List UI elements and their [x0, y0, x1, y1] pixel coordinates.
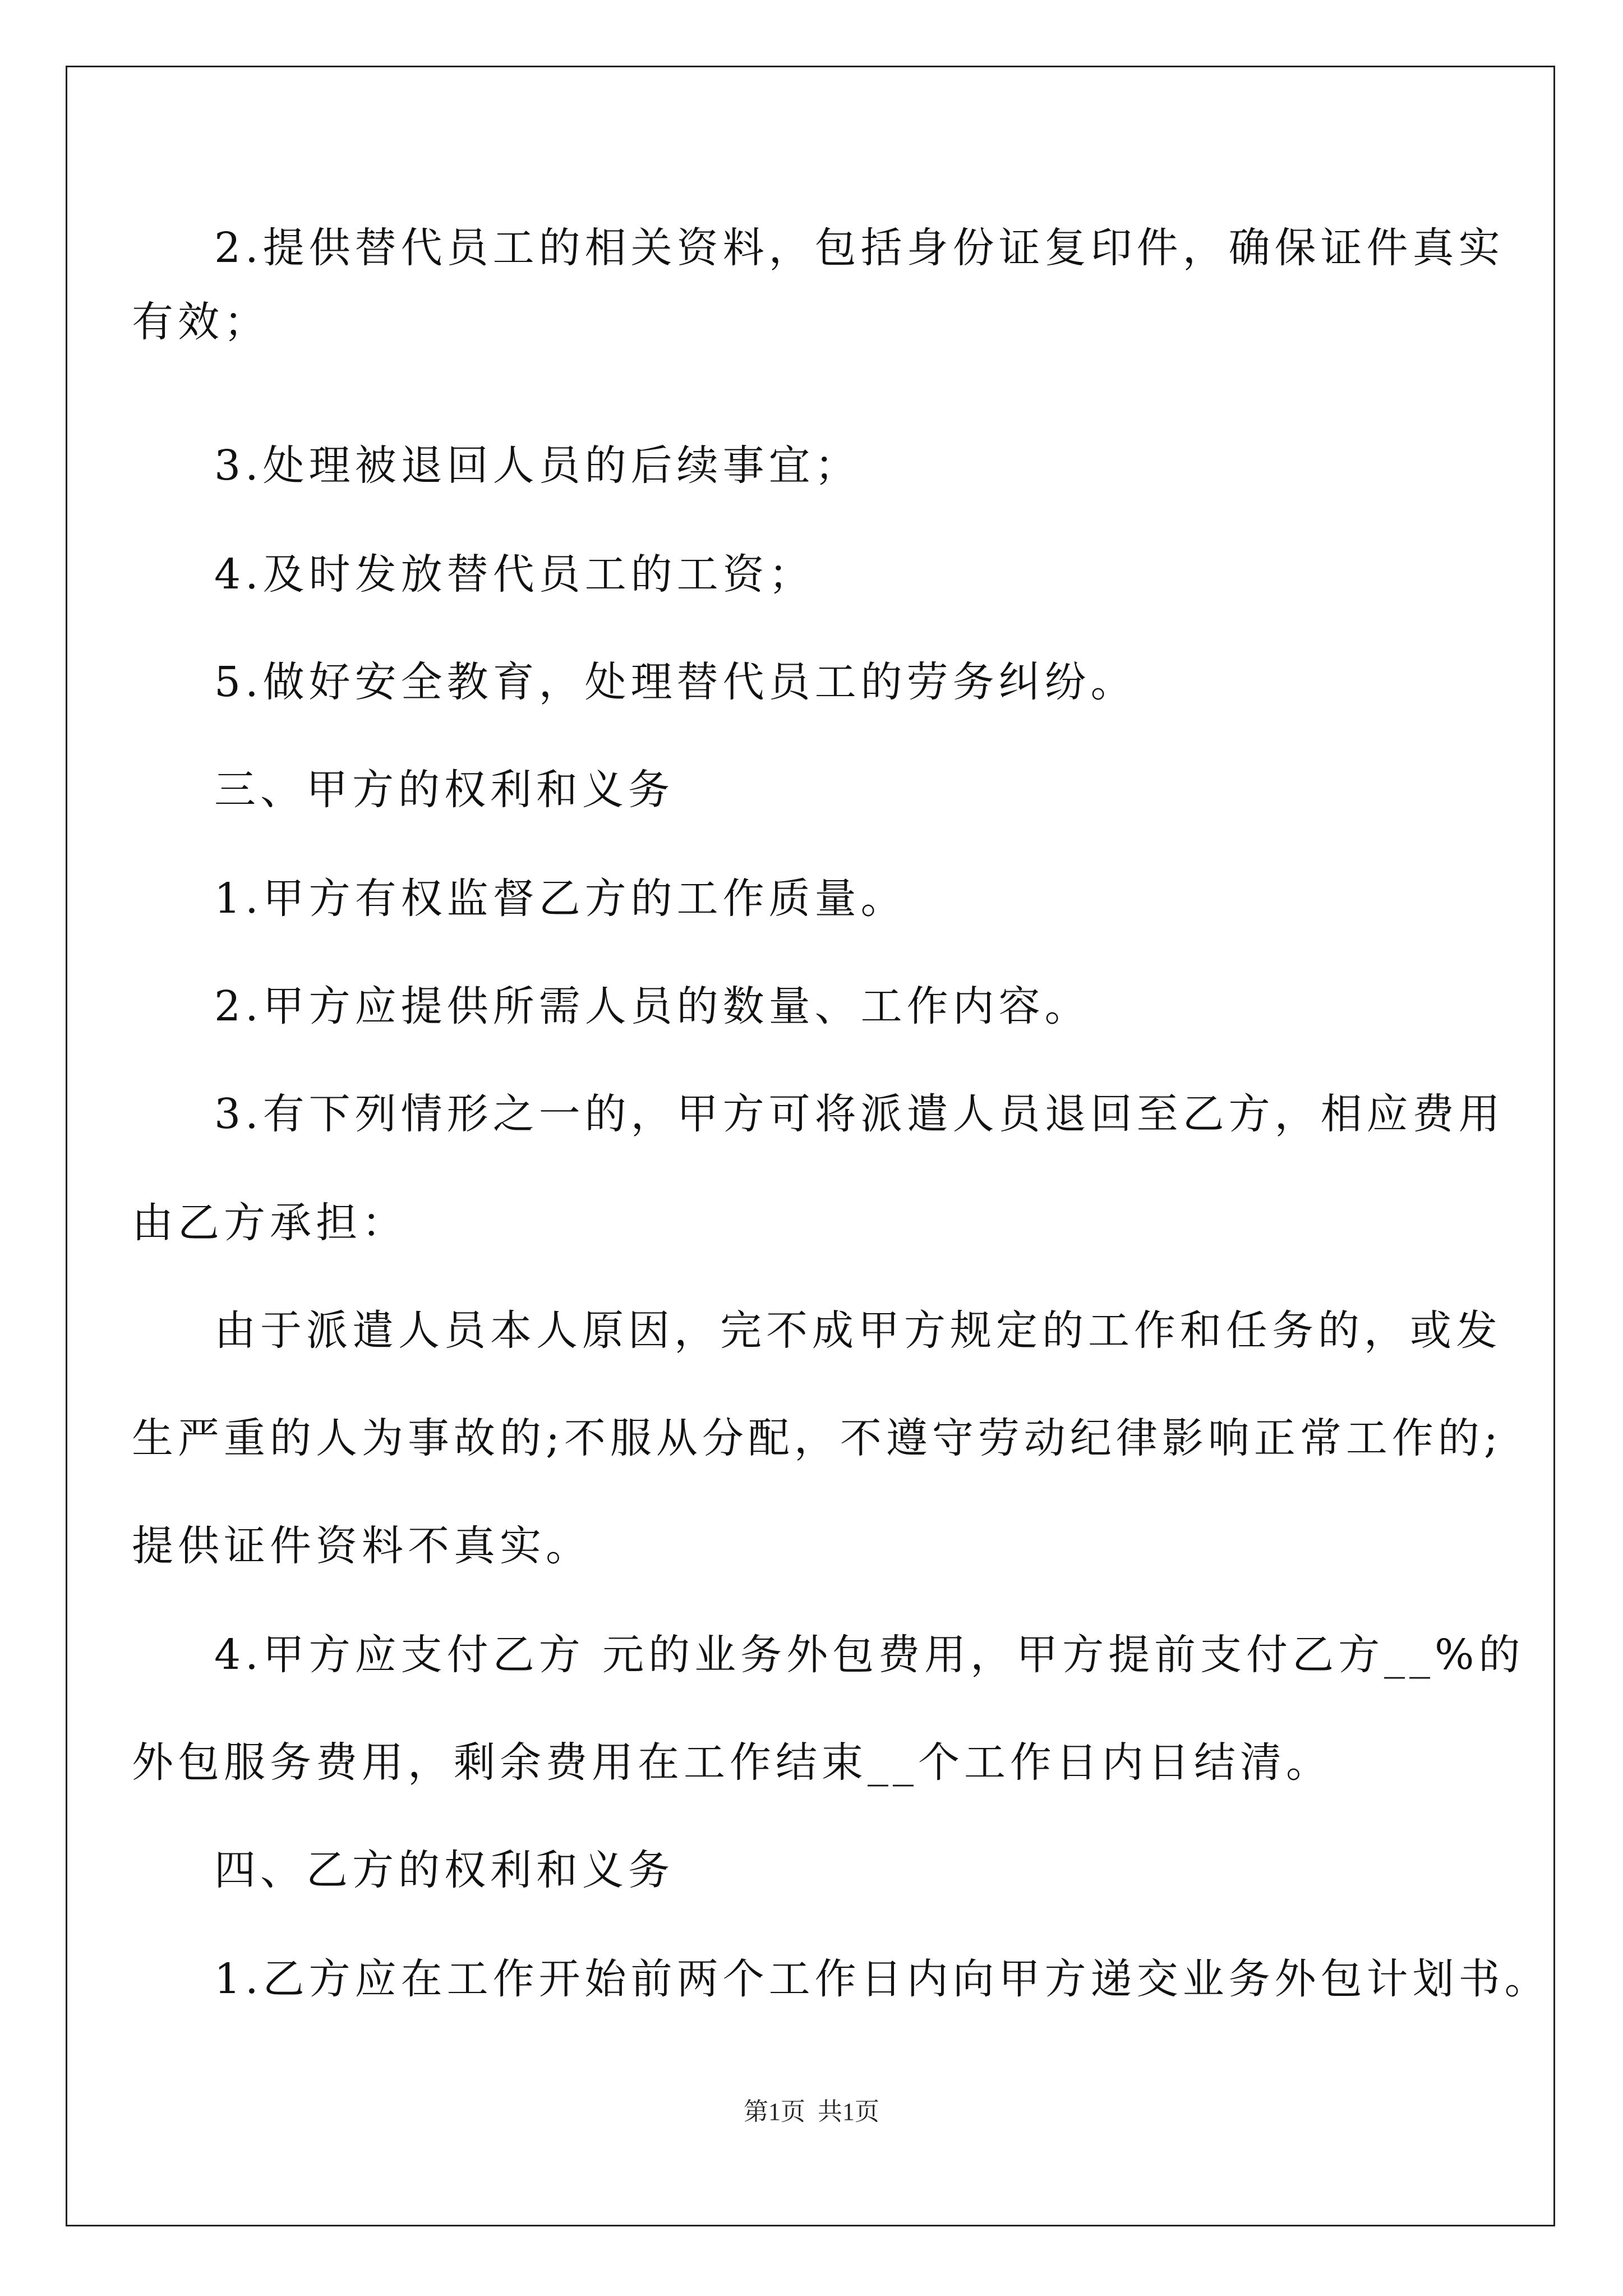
page-border: [66, 66, 1555, 2226]
section-heading: 四、乙方的权利和义务: [214, 1846, 674, 1894]
paragraph-line: 3.有下列情形之一的，甲方可将派遣人员退回至乙方，相应费用: [214, 1090, 1505, 1138]
paragraph-line: 由乙方承担：: [132, 1199, 408, 1247]
paragraph-line: 4.甲方应支付乙方 元的业务外包费用，甲方提前支付乙方__%的: [214, 1631, 1525, 1679]
paragraph-line: 1.乙方应在工作开始前两个工作日内向甲方递交业务外包计划书。: [214, 1955, 1551, 2003]
paragraph-line: 1.甲方有权监督乙方的工作质量。: [214, 875, 907, 923]
paragraph-line: 2.提供替代员工的相关资料，包括身份证复印件，确保证件真实: [214, 224, 1505, 272]
paragraph-line: 5.做好安全教育，处理替代员工的劳务纠纷。: [214, 658, 1137, 706]
section-heading: 三、甲方的权利和义务: [214, 766, 674, 814]
paragraph-line: 生严重的人为事故的;不服从分配，不遵守劳动纪律影响正常工作的;: [132, 1414, 1502, 1462]
paragraph-line: 有效；: [132, 298, 270, 346]
paragraph-line: 2.甲方应提供所需人员的数量、工作内容。: [214, 982, 1091, 1030]
paragraph-line: 由于派遣人员本人原因，完不成甲方规定的工作和任务的，或发: [214, 1306, 1502, 1355]
paragraph-line: 4.及时发放替代员工的工资；: [214, 550, 815, 599]
page-indicator: 第1页 共1页: [744, 2098, 879, 2125]
paragraph-line: 外包服务费用，剩余费用在工作结束__个工作日内日结清。: [132, 1738, 1332, 1787]
paragraph-line: 3.处理被退回人员的后续事宜；: [214, 441, 861, 490]
paragraph-line: 提供证件资料不真实。: [132, 1522, 592, 1570]
